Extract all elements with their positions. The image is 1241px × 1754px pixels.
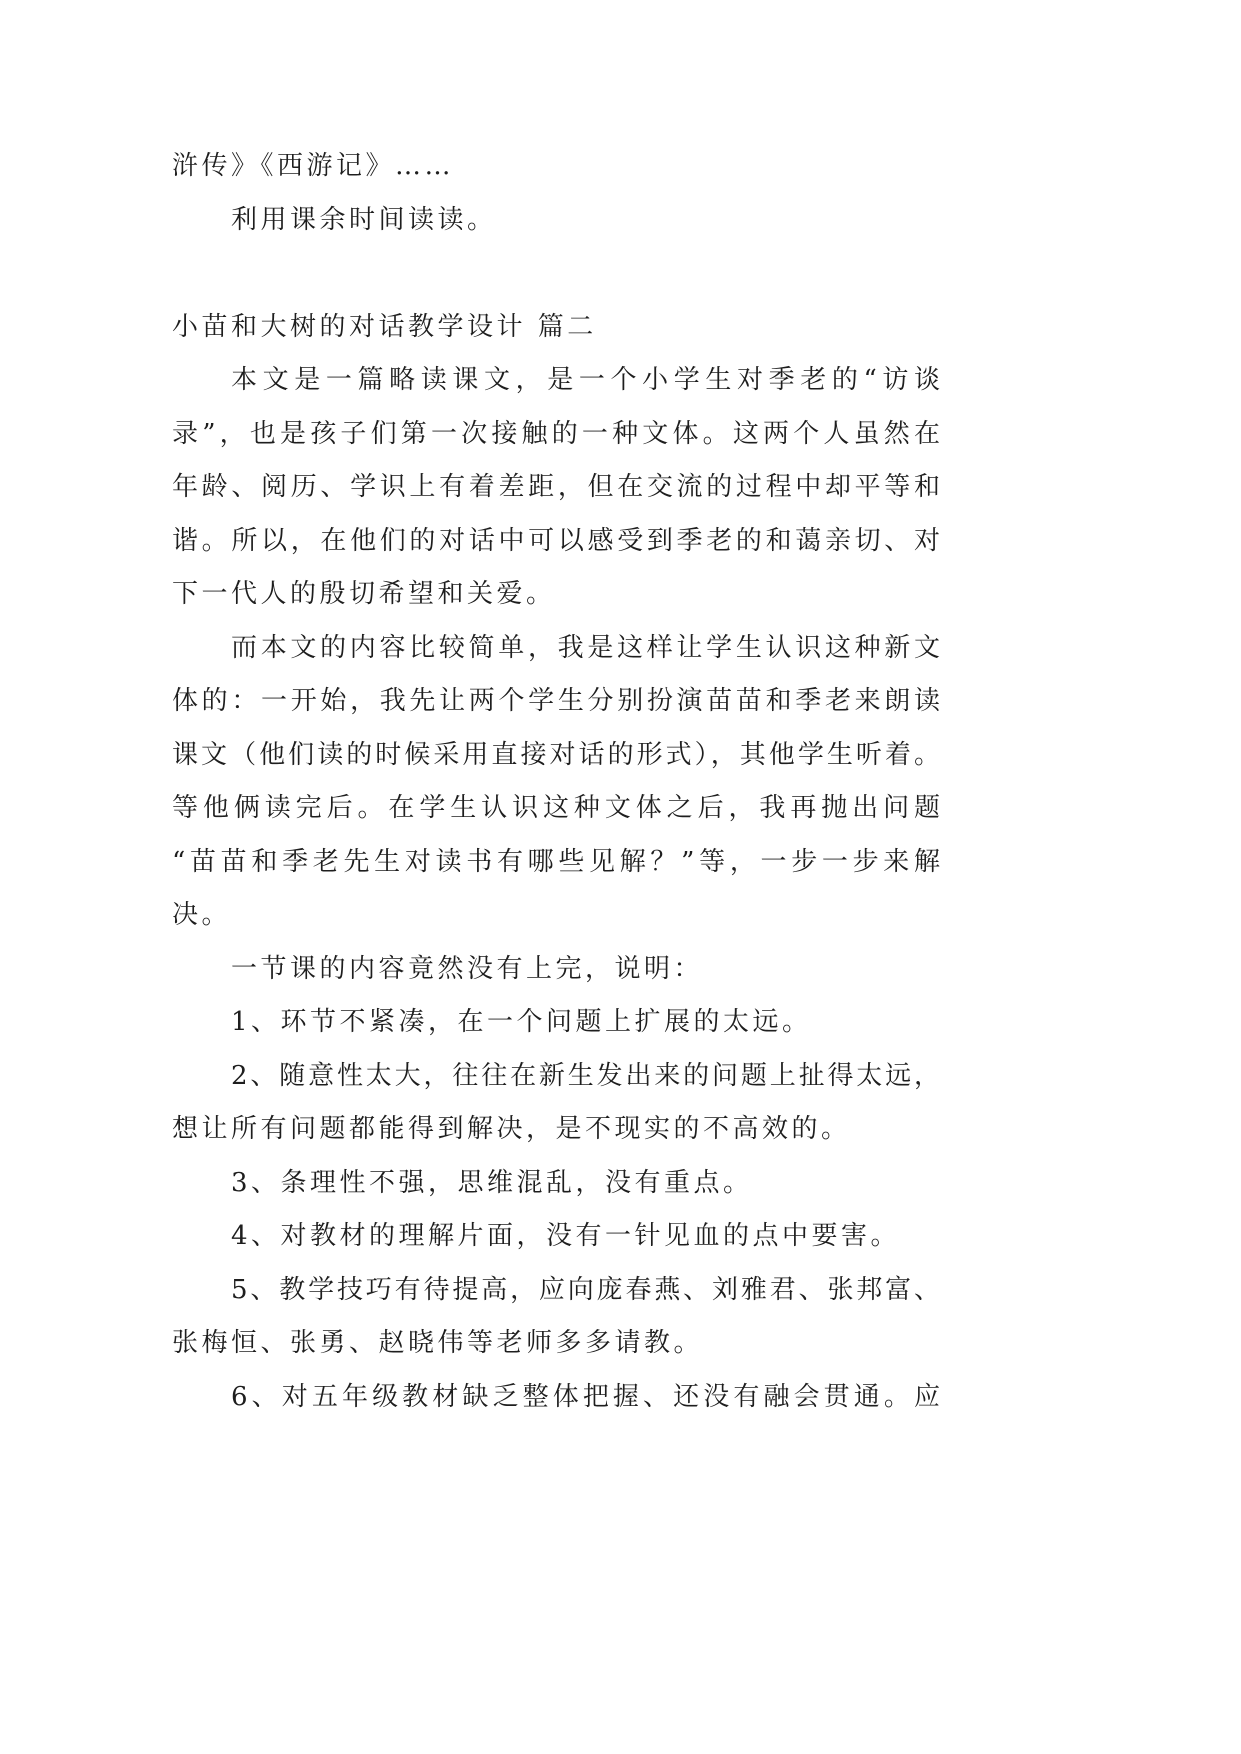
- list-item: 5、教学技巧有待提高，应向庞春燕、刘雅君、张邦富、: [231, 1274, 940, 1305]
- list-item: 3、条理性不强，思维混乱，没有重点。: [231, 1167, 753, 1198]
- section-heading: 小苗和大树的对话教学设计 篇二: [172, 311, 597, 342]
- blank-line: [172, 247, 940, 301]
- text-line: 张梅恒、张勇、赵晓伟等老师多多请教。: [172, 1328, 704, 1358]
- text-line: “苗苗和季老先生对读书有哪些见解？”等，一步一步来解: [172, 846, 940, 877]
- text-line: 一节课的内容竟然没有上完，说明：: [231, 953, 704, 984]
- text-line: 决。: [172, 900, 232, 930]
- list-item: 6、对五年级教材缺乏整体把握、还没有融会贯通。应: [231, 1381, 940, 1412]
- text-line: 录”，也是孩子们第一次接触的一种文体。这两个人虽然在: [172, 418, 940, 449]
- text-line: 浒传》《西游记》……: [172, 151, 455, 181]
- text-line: 体的：一开始，我先让两个学生分别扮演苗苗和季老来朗读: [172, 686, 940, 716]
- text-line: 本文是一篇略读课文，是一个小学生对季老的“访谈: [231, 365, 940, 395]
- text-line: 而本文的内容比较简单，我是这样让学生认识这种新文: [231, 632, 940, 663]
- text-line: 年龄、阅历、学识上有着差距，但在交流的过程中却平等和: [172, 472, 940, 502]
- text-line: 下一代人的殷切希望和关爱。: [172, 579, 556, 609]
- text-line: 利用课余时间读读。: [231, 204, 497, 235]
- list-item: 1、环节不紧凑，在一个问题上扩展的太远。: [231, 1007, 812, 1037]
- text-line: 等他俩读完后。在学生认识这种文体之后，我再抛出问题: [172, 793, 940, 823]
- list-item: 4、对教材的理解片面，没有一针见血的点中要害。: [231, 1221, 901, 1251]
- document-page: [172, 140, 940, 1424]
- text-line: 想让所有问题都能得到解决，是不现实的不高效的。: [172, 1114, 851, 1144]
- text-line: 谐。所以，在他们的对话中可以感受到季老的和蔼亲切、对: [172, 525, 940, 556]
- list-item: 2、随意性太大，往往在新生发出来的问题上扯得太远，: [231, 1060, 940, 1091]
- text-line: 课文（他们读的时候采用直接对话的形式），其他学生听着。: [172, 739, 940, 770]
